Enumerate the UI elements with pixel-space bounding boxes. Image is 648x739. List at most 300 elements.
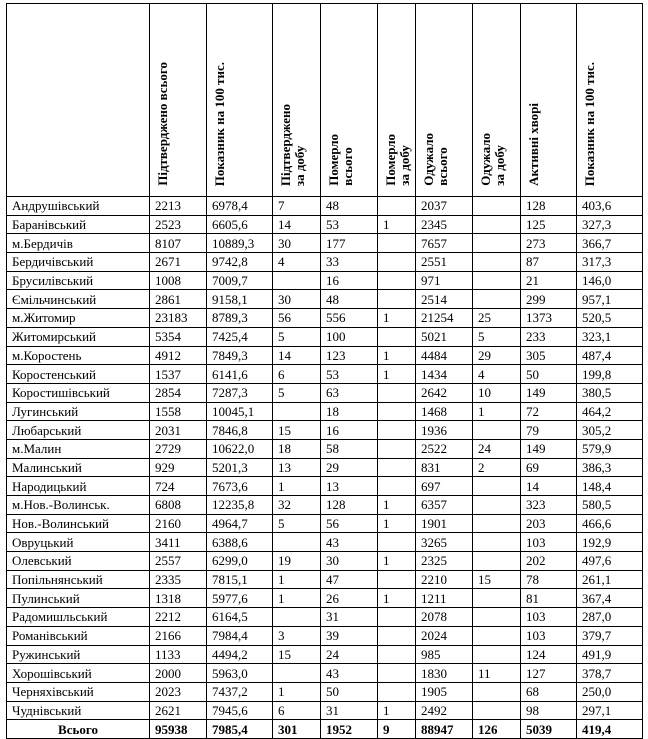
table-cell (473, 215, 521, 234)
table-cell: 929 (150, 458, 207, 477)
table-cell: 305,2 (577, 421, 643, 440)
table-cell: 50 (521, 365, 577, 384)
table-cell: 367,4 (577, 589, 643, 608)
table-cell: 2210 (416, 570, 473, 589)
region-name-cell: Ємільчинський (7, 290, 150, 309)
table-cell: 2861 (150, 290, 207, 309)
table-cell (378, 626, 416, 645)
table-cell (273, 271, 321, 290)
region-name-cell: Народицький (7, 477, 150, 496)
table-cell: 10889,3 (207, 234, 273, 253)
table-cell: 1 (473, 402, 521, 421)
table-cell: 957,1 (577, 290, 643, 309)
table-row (7, 701, 643, 720)
table-cell: 148,4 (577, 477, 643, 496)
deaths-daily-header-label: Померло за добу (383, 134, 412, 186)
table-cell: 6357 (416, 496, 473, 515)
table-cell (378, 533, 416, 552)
table-cell (378, 421, 416, 440)
table-cell: 5 (273, 514, 321, 533)
table-cell: 7849,3 (207, 346, 273, 365)
table-cell: 87 (521, 253, 577, 272)
table-cell: 5021 (416, 327, 473, 346)
recovered-total-header-label: Одужало всього (421, 133, 450, 186)
region-name-cell: м.Коростень (7, 346, 150, 365)
table-cell (378, 645, 416, 664)
table-cell: 127 (521, 664, 577, 683)
total-cell: 5039 (521, 720, 577, 739)
table-cell: 123 (321, 346, 378, 365)
table-cell: 487,4 (577, 346, 643, 365)
total-cell: 301 (273, 720, 321, 739)
table-cell: 18 (273, 439, 321, 458)
region-name-cell: Романівський (7, 626, 150, 645)
active-cases-header-label: Активні хворі (526, 103, 541, 186)
region-name-cell: Житомирський (7, 327, 150, 346)
table-cell: 4 (273, 253, 321, 272)
region-name-cell: Овруцький (7, 533, 150, 552)
table-cell: 985 (416, 645, 473, 664)
table-cell: 56 (273, 309, 321, 328)
table-cell: 233 (521, 327, 577, 346)
table-cell (378, 402, 416, 421)
table-row (7, 271, 643, 290)
table-cell: 5 (273, 383, 321, 402)
region-name-cell: Олевський (7, 552, 150, 571)
table-cell: 2345 (416, 215, 473, 234)
table-cell: 124 (521, 645, 577, 664)
table-cell: 2492 (416, 701, 473, 720)
table-cell: 2325 (416, 552, 473, 571)
table-cell: 32 (273, 496, 321, 515)
table-cell: 2212 (150, 608, 207, 627)
total-cell: 1952 (321, 720, 378, 739)
table-cell: 7657 (416, 234, 473, 253)
table-cell: 203 (521, 514, 577, 533)
table-cell: 7673,6 (207, 477, 273, 496)
table-cell (473, 197, 521, 216)
table-cell: 24 (321, 645, 378, 664)
table-cell: 21254 (416, 309, 473, 328)
table-cell: 287,0 (577, 608, 643, 627)
table-cell: 1 (378, 701, 416, 720)
total-cell: 9 (378, 720, 416, 739)
table-cell (473, 608, 521, 627)
recovered-daily-header-label: Одужало за добу (478, 133, 507, 186)
table-cell: 6978,4 (207, 197, 273, 216)
total-cell: 419,4 (577, 720, 643, 739)
table-cell (473, 682, 521, 701)
total-cell: 126 (473, 720, 521, 739)
table-cell (273, 608, 321, 627)
table-cell (473, 234, 521, 253)
table-cell: 29 (473, 346, 521, 365)
table-cell: 100 (321, 327, 378, 346)
total-cell: 95938 (150, 720, 207, 739)
table-cell: 9158,1 (207, 290, 273, 309)
table-cell: 380,5 (577, 383, 643, 402)
region-name-cell: Ружинський (7, 645, 150, 664)
table-cell (378, 458, 416, 477)
active-rate-per-100k-header (577, 4, 643, 197)
table-cell: 8789,3 (207, 309, 273, 328)
region-name-cell: Хорошівський (7, 664, 150, 683)
table-cell: 1 (273, 477, 321, 496)
table-cell: 6605,6 (207, 215, 273, 234)
table-row (7, 439, 643, 458)
table-cell (473, 290, 521, 309)
table-cell (473, 645, 521, 664)
region-name-cell: м.Малин (7, 439, 150, 458)
table-row (7, 477, 643, 496)
table-cell: 2213 (150, 197, 207, 216)
table-cell: 13 (321, 477, 378, 496)
region-name-cell: Брусилівський (7, 271, 150, 290)
table-cell (473, 589, 521, 608)
table-cell: 273 (521, 234, 577, 253)
table-row (7, 552, 643, 571)
table-cell: 2854 (150, 383, 207, 402)
covid-stats-table (6, 3, 643, 739)
table-cell: 13 (273, 458, 321, 477)
table-cell: 11 (473, 664, 521, 683)
region-name-cell: Черняхівський (7, 682, 150, 701)
table-row (7, 608, 643, 627)
table-cell: 81 (521, 589, 577, 608)
table-cell: 5354 (150, 327, 207, 346)
table-cell: 2 (473, 458, 521, 477)
table-cell: 68 (521, 682, 577, 701)
table-row (7, 645, 643, 664)
table-row (7, 664, 643, 683)
table-cell: 2642 (416, 383, 473, 402)
table-cell: 2031 (150, 421, 207, 440)
table-cell: 1901 (416, 514, 473, 533)
table-cell: 146,0 (577, 271, 643, 290)
region-name-cell: м.Житомир (7, 309, 150, 328)
table-cell: 48 (321, 290, 378, 309)
region-name-cell: м.Бердичів (7, 234, 150, 253)
table-cell: 250,0 (577, 682, 643, 701)
table-cell: 6 (273, 365, 321, 384)
table-cell: 3411 (150, 533, 207, 552)
table-cell: 2551 (416, 253, 473, 272)
table-cell: 1 (378, 514, 416, 533)
total-cell: 88947 (416, 720, 473, 739)
table-cell: 6388,6 (207, 533, 273, 552)
table-cell: 1133 (150, 645, 207, 664)
table-cell: 10045,1 (207, 402, 273, 421)
table-row (7, 197, 643, 216)
table-row (7, 626, 643, 645)
table-row (7, 458, 643, 477)
table-cell: 103 (521, 626, 577, 645)
table-cell: 7009,7 (207, 271, 273, 290)
table-cell: 520,5 (577, 309, 643, 328)
table-cell: 491,9 (577, 645, 643, 664)
table-cell: 403,6 (577, 197, 643, 216)
table-cell: 72 (521, 402, 577, 421)
table-cell: 98 (521, 701, 577, 720)
table-cell: 48 (321, 197, 378, 216)
table-cell: 2557 (150, 552, 207, 571)
region-name-cell: Андрушівський (7, 197, 150, 216)
table-cell: 1537 (150, 365, 207, 384)
table-cell: 125 (521, 215, 577, 234)
table-cell: 2522 (416, 439, 473, 458)
table-cell (473, 253, 521, 272)
table-cell: 8107 (150, 234, 207, 253)
confirmed-total-header (150, 4, 207, 197)
table-cell: 1211 (416, 589, 473, 608)
table-row (7, 383, 643, 402)
table-cell: 556 (321, 309, 378, 328)
table-body (7, 197, 643, 720)
table-row (7, 346, 643, 365)
table-cell (273, 402, 321, 421)
confirmed-total-header-label: Підтверджено всього (155, 62, 170, 186)
total-cell: 7985,4 (207, 720, 273, 739)
table-cell: 3 (273, 626, 321, 645)
table-cell: 6299,0 (207, 552, 273, 571)
table-cell: 297,1 (577, 701, 643, 720)
table-cell: 1 (378, 589, 416, 608)
table-cell: 7425,4 (207, 327, 273, 346)
table-cell: 1468 (416, 402, 473, 421)
table-cell: 2621 (150, 701, 207, 720)
table-cell: 12235,8 (207, 496, 273, 515)
region-name-cell: Коростишівський (7, 383, 150, 402)
table-cell: 43 (321, 664, 378, 683)
table-cell: 18 (321, 402, 378, 421)
table-cell: 19 (273, 552, 321, 571)
table-cell: 31 (321, 608, 378, 627)
table-cell: 78 (521, 570, 577, 589)
table-row (7, 421, 643, 440)
table-cell: 317,3 (577, 253, 643, 272)
region-name-cell: Баранівський (7, 215, 150, 234)
table-cell: 199,8 (577, 365, 643, 384)
table-row (7, 514, 643, 533)
table-row (7, 570, 643, 589)
deaths-daily-header (378, 4, 416, 197)
table-cell: 261,1 (577, 570, 643, 589)
table-row (7, 253, 643, 272)
table-cell: 378,7 (577, 664, 643, 683)
table-cell: 21 (521, 271, 577, 290)
covid-stats-document (6, 3, 643, 739)
table-cell: 4484 (416, 346, 473, 365)
table-cell (473, 626, 521, 645)
table-cell: 327,3 (577, 215, 643, 234)
table-cell: 5 (473, 327, 521, 346)
table-cell (378, 271, 416, 290)
table-cell (473, 271, 521, 290)
table-cell: 2166 (150, 626, 207, 645)
region-name-cell: Пулинський (7, 589, 150, 608)
table-cell: 14 (521, 477, 577, 496)
table-cell (378, 682, 416, 701)
table-cell: 724 (150, 477, 207, 496)
table-cell: 149 (521, 439, 577, 458)
table-cell: 14 (273, 215, 321, 234)
table-row (7, 533, 643, 552)
table-cell: 2024 (416, 626, 473, 645)
table-cell: 2000 (150, 664, 207, 683)
table-cell: 3265 (416, 533, 473, 552)
table-row (7, 215, 643, 234)
table-cell: 10622,0 (207, 439, 273, 458)
table-cell: 2514 (416, 290, 473, 309)
table-cell: 1 (378, 365, 416, 384)
table-cell: 464,2 (577, 402, 643, 421)
table-cell: 1373 (521, 309, 577, 328)
table-cell: 69 (521, 458, 577, 477)
table-cell: 2523 (150, 215, 207, 234)
table-cell: 15 (273, 645, 321, 664)
region-name-cell: м.Нов.-Волинськ. (7, 496, 150, 515)
table-cell: 1830 (416, 664, 473, 683)
table-cell: 2335 (150, 570, 207, 589)
region-name-cell: Бердичівський (7, 253, 150, 272)
table-row (7, 309, 643, 328)
table-cell: 4 (473, 365, 521, 384)
table-cell: 33 (321, 253, 378, 272)
table-header-row (7, 4, 643, 197)
table-cell: 103 (521, 533, 577, 552)
table-row (7, 290, 643, 309)
table-cell (378, 439, 416, 458)
table-cell (378, 253, 416, 272)
table-row (7, 402, 643, 421)
table-cell: 6 (273, 701, 321, 720)
table-cell: 1936 (416, 421, 473, 440)
table-cell (378, 608, 416, 627)
table-cell: 14 (273, 346, 321, 365)
table-cell (378, 290, 416, 309)
table-cell: 366,7 (577, 234, 643, 253)
table-cell: 25 (473, 309, 521, 328)
deaths-total-header-label: Померло всього (326, 134, 355, 186)
active-rate-per-100k-header-label: Показник на 100 тис. (582, 61, 597, 186)
confirmed-daily-header-label: Підтверджено за добу (278, 103, 307, 186)
confirmed-daily-header (273, 4, 321, 197)
table-cell: 16 (321, 271, 378, 290)
table-cell: 24 (473, 439, 521, 458)
table-cell: 831 (416, 458, 473, 477)
table-cell (273, 533, 321, 552)
table-cell: 2160 (150, 514, 207, 533)
table-cell: 30 (273, 290, 321, 309)
table-cell: 497,6 (577, 552, 643, 571)
table-row (7, 589, 643, 608)
table-cell: 31 (321, 701, 378, 720)
table-cell: 1 (273, 570, 321, 589)
table-cell: 43 (321, 533, 378, 552)
table-cell: 7815,1 (207, 570, 273, 589)
table-cell (378, 327, 416, 346)
table-cell: 16 (321, 421, 378, 440)
table-cell (473, 496, 521, 515)
table-cell: 305 (521, 346, 577, 365)
table-cell: 2037 (416, 197, 473, 216)
region-header (7, 4, 150, 197)
table-cell: 58 (321, 439, 378, 458)
table-cell (273, 664, 321, 683)
table-cell: 15 (473, 570, 521, 589)
region-name-cell: Коростенський (7, 365, 150, 384)
region-name-cell: Любарський (7, 421, 150, 440)
region-name-cell: Чуднівський (7, 701, 150, 720)
table-cell: 177 (321, 234, 378, 253)
table-cell: 29 (321, 458, 378, 477)
table-cell (473, 421, 521, 440)
table-cell: 1 (378, 309, 416, 328)
table-cell: 579,9 (577, 439, 643, 458)
table-cell: 2023 (150, 682, 207, 701)
table-cell: 7437,2 (207, 682, 273, 701)
active-cases-header (521, 4, 577, 197)
table-cell: 2671 (150, 253, 207, 272)
table-cell: 323,1 (577, 327, 643, 346)
table-cell (473, 533, 521, 552)
table-cell (378, 197, 416, 216)
table-cell: 1008 (150, 271, 207, 290)
table-cell: 5 (273, 327, 321, 346)
table-cell: 7984,4 (207, 626, 273, 645)
table-cell: 6164,5 (207, 608, 273, 627)
recovered-daily-header (473, 4, 521, 197)
table-cell: 53 (321, 215, 378, 234)
table-cell: 30 (273, 234, 321, 253)
table-cell (473, 514, 521, 533)
table-cell: 5977,6 (207, 589, 273, 608)
table-cell: 2729 (150, 439, 207, 458)
table-cell: 23183 (150, 309, 207, 328)
total-row (7, 720, 643, 739)
table-cell: 128 (521, 197, 577, 216)
table-cell: 1905 (416, 682, 473, 701)
table-cell: 1434 (416, 365, 473, 384)
table-cell: 7945,6 (207, 701, 273, 720)
table-row (7, 234, 643, 253)
table-cell: 7287,3 (207, 383, 273, 402)
table-cell: 580,5 (577, 496, 643, 515)
table-cell: 56 (321, 514, 378, 533)
deaths-total-header (321, 4, 378, 197)
table-cell: 1 (378, 346, 416, 365)
table-cell (378, 234, 416, 253)
table-cell: 26 (321, 589, 378, 608)
table-cell: 15 (273, 421, 321, 440)
region-name-cell: Радомишльський (7, 608, 150, 627)
rate-per-100k-header (207, 4, 273, 197)
table-cell: 10 (473, 383, 521, 402)
table-cell: 79 (521, 421, 577, 440)
table-cell: 30 (321, 552, 378, 571)
table-cell (378, 664, 416, 683)
table-cell (473, 701, 521, 720)
table-cell (473, 477, 521, 496)
region-name-cell: Нов.-Волинський (7, 514, 150, 533)
total-label-cell: Всього (7, 720, 150, 739)
table-cell (378, 383, 416, 402)
table-cell: 53 (321, 365, 378, 384)
table-cell: 4964,7 (207, 514, 273, 533)
table-cell: 128 (321, 496, 378, 515)
table-cell: 1 (273, 589, 321, 608)
region-name-cell: Попільнянський (7, 570, 150, 589)
